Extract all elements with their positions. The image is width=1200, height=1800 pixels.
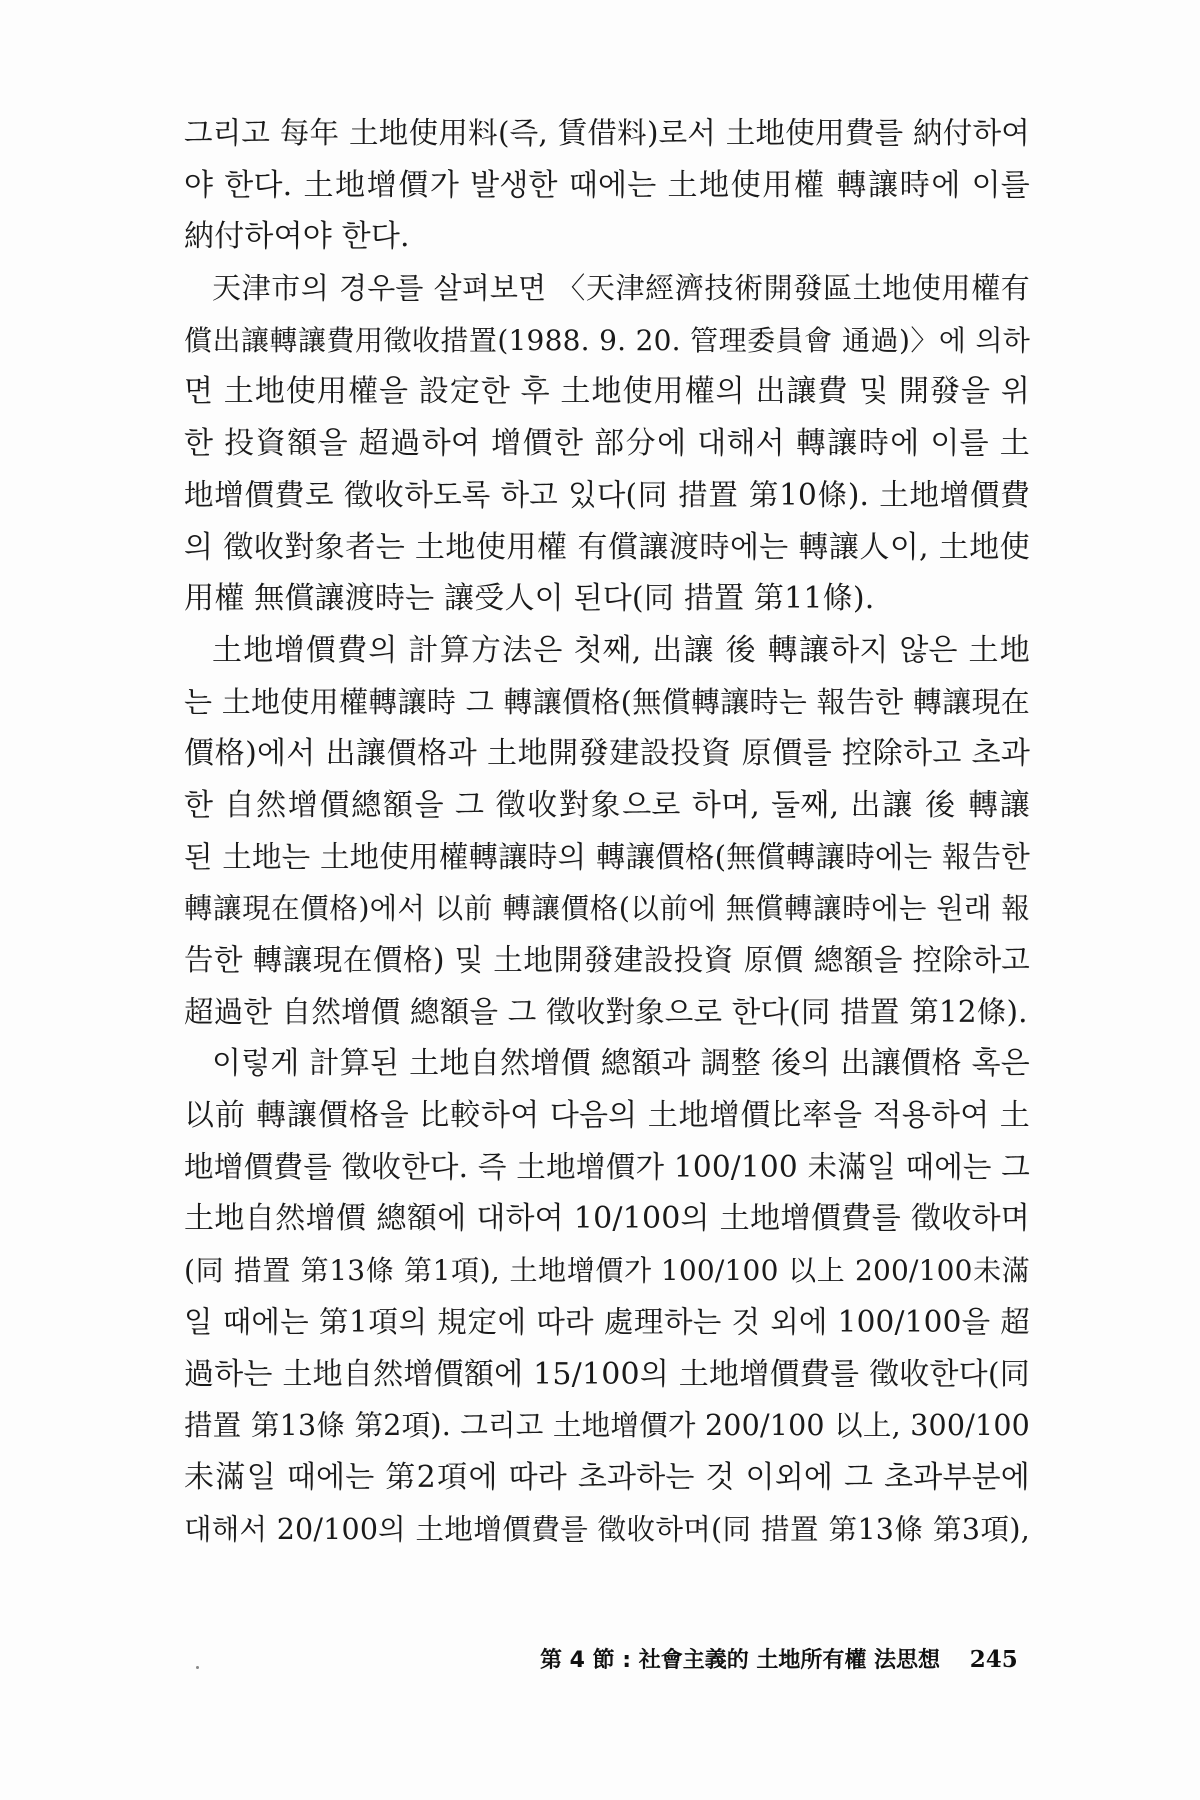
text-line: 한 投資額을 超過하여 增價한 部分에 대해서 轉讓時에 이를 土 bbox=[184, 426, 1030, 462]
text-line: 한 自然增價總額을 그 徵收對象으로 하며, 둘째, 出讓 後 轉讓 bbox=[184, 787, 1030, 823]
text-line: 償出讓轉讓費用徵收措置(1988. 9. 20. 管理委員會 通過)〉에 의하 bbox=[184, 323, 1030, 357]
text-line: 그리고 每年 土地使用料(즉, 賃借料)로서 土地使用費를 納付하여 bbox=[184, 116, 1030, 150]
text-line: 의 徵收對象者는 土地使用權 有償讓渡時에는 轉讓人이, 土地使 bbox=[184, 529, 1030, 565]
text-line: 超過한 自然增價 總額을 그 徵收對象으로 한다(同 措置 第12條). bbox=[184, 994, 1028, 1029]
scan-speck bbox=[196, 1666, 199, 1669]
running-footer bbox=[540, 1640, 1018, 1680]
text-line: 措置 第13條 第2項). 그리고 土地增價가 200/100 以上, 300/100 bbox=[184, 1409, 1030, 1443]
section-title: 第 4 節 : 社會主義的 土地所有權 法思想 bbox=[540, 1648, 941, 1673]
text-line: 納付하여야 한다. bbox=[184, 219, 410, 255]
text-line: 價格)에서 出讓價格과 土地開發建設投資 原價를 控除하고 초과 bbox=[184, 736, 1030, 772]
text-line: 用權 無償讓渡時는 讓受人이 된다(同 措置 第11條). bbox=[184, 581, 875, 617]
text-line: 일 때에는 第1項의 規定에 따라 處理하는 것 외에 100/100을 超 bbox=[184, 1304, 1030, 1339]
text-line: 대해서 20/100의 土地增價費를 徵收하며(同 措置 第13條 第3項), bbox=[184, 1512, 1030, 1546]
text-line: (同 措置 第13條 第1項), 土地增價가 100/100 以上 200/100未滿 bbox=[184, 1254, 1030, 1288]
text-line: 地增價費를 徵收한다. 즉 土地增價가 100/100 未滿일 때에는 그 bbox=[184, 1149, 1030, 1184]
paragraph-start-line: 이렇게 計算된 土地自然增價 總額과 調整 後의 出讓價格 혹은 bbox=[212, 1046, 1030, 1082]
body-text bbox=[184, 108, 1030, 1555]
text-line: 轉讓現在價格)에서 以前 轉讓價格(以前에 無償轉讓時에는 원래 報 bbox=[184, 892, 1030, 926]
text-line: 土地自然增價 總額에 대하여 10/100의 土地增價費를 徵收하며 bbox=[184, 1201, 1030, 1237]
paragraph-start-line: 土地增價費의 計算方法은 첫째, 出讓 後 轉讓하지 않은 土地 bbox=[212, 632, 1030, 668]
text-line: 된 土地는 土地使用權轉讓時의 轉讓價格(無償轉讓時에는 報告한 bbox=[184, 839, 1030, 874]
text-line: 야 한다. 土地增價가 발생한 때에는 土地使用權 轉讓時에 이를 bbox=[184, 167, 1030, 203]
text-line: 未滿일 때에는 第2項에 따라 초과하는 것 이외에 그 초과부분에 bbox=[184, 1459, 1030, 1495]
text-line: 地增價費로 徵收하도록 하고 있다(同 措置 第10條). 土地增價費 bbox=[184, 477, 1030, 512]
paragraph-start-line: 天津市의 경우를 살펴보면 〈天津經濟技術開發區土地使用權有 bbox=[212, 271, 1030, 306]
text-line: 면 土地使用權을 設定한 후 土地使用權의 出讓費 및 開發을 위 bbox=[184, 374, 1030, 410]
text-line: 는 土地使用權轉讓時 그 轉讓價格(無償轉讓時는 報告한 轉讓現在 bbox=[184, 684, 1030, 719]
text-line: 過하는 土地自然增價額에 15/100의 土地增價費를 徵收한다(同 bbox=[184, 1356, 1030, 1392]
page-number: 245 bbox=[969, 1646, 1018, 1673]
text-line: 以前 轉讓價格을 比較하여 다음의 土地增價比率을 적용하여 土 bbox=[184, 1098, 1030, 1134]
text-line: 告한 轉讓現在價格) 및 土地開發建設投資 原價 總額을 控除하고 bbox=[184, 943, 1030, 977]
